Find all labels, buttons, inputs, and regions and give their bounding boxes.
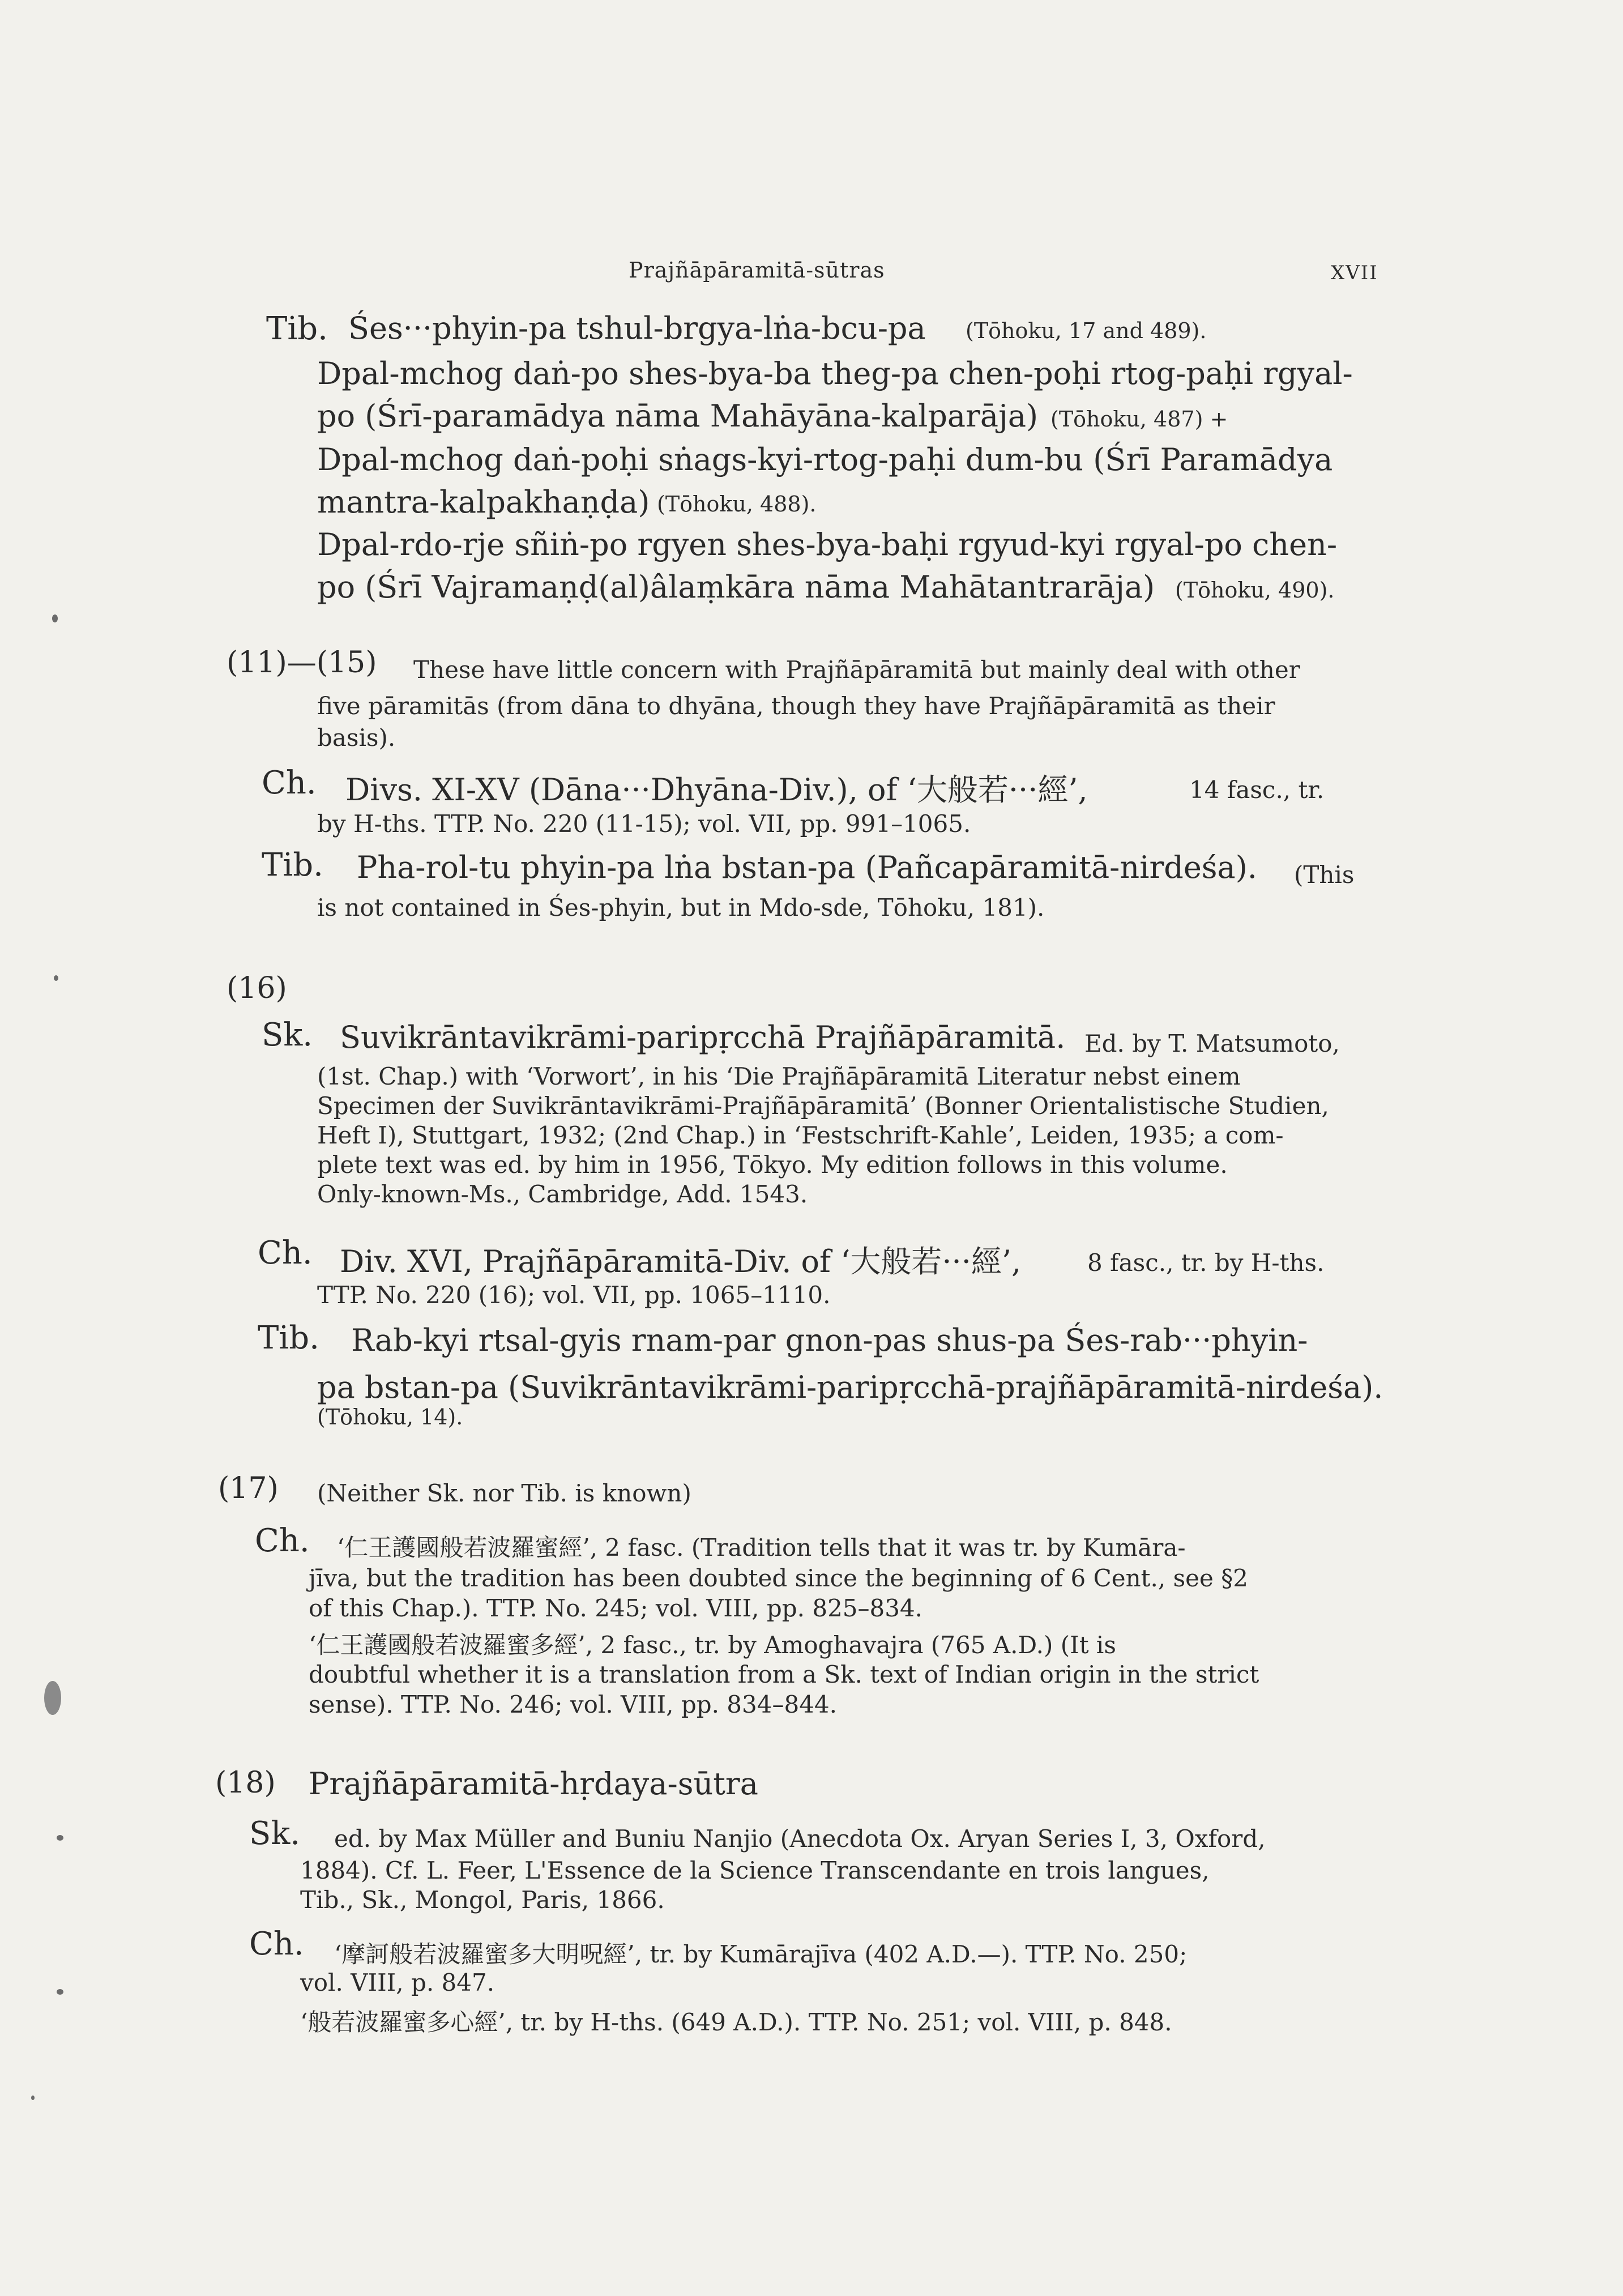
ch-entry-line: ‘摩訶般若波羅蜜多大明呪經’, tr. by Kumārajīva (402 A.D.—). TTP. No. 250; [334, 1940, 1188, 1968]
ch-entry: Div. XVI, Prajñāpāramitā-Div. of ‘大般若···經’, [340, 1244, 1022, 1279]
reference: (Tōhoku, 17 and 489). [966, 318, 1207, 343]
sk-entry-line: Specimen der Suvikrāntavikrāmi-Prajñāpāramitā’ (Bonner Orientalistische Studien, [317, 1092, 1329, 1120]
ch-entry-line: sense). TTP. No. 246; vol. VIII, pp. 834–844. [309, 1691, 837, 1718]
sk-label: Sk. [249, 1815, 301, 1852]
ch-entry-line: vol. VIII, p. 847. [300, 1969, 495, 1996]
text-line: po (Śrī-paramādya nāma Mahāyāna-kalparāja) [317, 398, 1039, 434]
ch-entry-line: ‘仁王護國般若波羅蜜經’, 2 fasc. (Tradition tells that it was tr. by Kumāra- [337, 1534, 1186, 1561]
scan-speck [31, 2096, 35, 2100]
ch-entry-line: jīva, but the tradition has been doubted since the beginning of 6 Cent., see §2 [309, 1564, 1248, 1592]
tib-entry: Pha-rol-tu phyin-pa lṅa bstan-pa (Pañcapāramitā-nirdeśa). [357, 850, 1257, 885]
sk-entry: Suvikrāntavikrāmi-paripṛcchā Prajñāpāramitā. [340, 1019, 1066, 1055]
scan-blot [44, 1681, 61, 1715]
description-line: five pāramitās (from dāna to dhyāna, though they have Prajñāpāramitā as their [317, 692, 1275, 720]
scan-speck [57, 1835, 63, 1841]
sk-entry-line: plete text was ed. by him in 1956, Tōkyo. My edition follows in this volume. [317, 1151, 1228, 1179]
running-header-title: Prajñāpāramitā-sūtras [629, 258, 885, 283]
tib-entry-detail: (This [1294, 861, 1355, 889]
ch-entry-line: by H-ths. TTP. No. 220 (11-15); vol. VII, pp. 991–1065. [317, 810, 971, 838]
text-line: po (Śrī Vajramaṇḍ(al)âlaṃkāra nāma Mahātantrarāja) [317, 569, 1155, 605]
reference: (Tōhoku, 490). [1175, 578, 1335, 603]
sk-entry-line: 1884). Cf. L. Feer, L'Essence de la Science Transcendante en trois langues, [300, 1857, 1210, 1884]
ch-label: Ch. [262, 765, 317, 801]
reference: (Tōhoku, 14). [317, 1405, 463, 1429]
ch-entry-line: of this Chap.). TTP. No. 245; vol. VIII, pp. 825–834. [309, 1594, 923, 1622]
reference: (Tōhoku, 488). [657, 492, 817, 517]
sk-entry-line: Only-known-Ms., Cambridge, Add. 1543. [317, 1180, 808, 1208]
text-line: Dpal-rdo-rje sñiṅ-po rgyen shes-bya-baḥi rgyud-kyi rgyal-po chen- [317, 527, 1338, 562]
text-line: Dpal-mchog daṅ-poḥi sṅags-kyi-rtog-paḥi dum-bu (Śrī Paramādya [317, 442, 1333, 477]
tib-entry-line: is not contained in Śes-phyin, but in Mdo-sde, Tōhoku, 181). [317, 894, 1045, 921]
scan-speck [52, 614, 58, 622]
ch-label: Ch. [249, 1926, 304, 1962]
ch-entry-detail: 14 fasc., tr. [1189, 776, 1325, 804]
tib-label: Tib. [266, 310, 328, 347]
section-number: (11)—(15) [227, 646, 377, 680]
description-line: These have little concern with Prajñāpāramitā but mainly deal with other [413, 656, 1300, 684]
tib-label: Tib. [258, 1320, 319, 1356]
section-number: (16) [227, 971, 287, 1005]
text-line: Dpal-mchog daṅ-po shes-bya-ba theg-pa chen-poḥi rtog-paḥi rgyal- [317, 356, 1353, 391]
section-number: (17) [218, 1471, 279, 1505]
tib-entry-line: pa bstan-pa (Suvikrāntavikrāmi-paripṛcchā-prajñāpāramitā-nirdeśa). [317, 1369, 1383, 1405]
ch-entry-detail: 8 fasc., tr. by H-ths. [1087, 1249, 1325, 1277]
ch-label: Ch. [255, 1522, 310, 1559]
scan-speck [57, 1989, 63, 1995]
scan-speck [54, 975, 58, 981]
page-number: XVII [1331, 262, 1378, 284]
description-line: basis). [317, 724, 396, 752]
section-note: (Neither Sk. nor Tib. is known) [317, 1479, 691, 1507]
sk-label: Sk. [262, 1017, 313, 1053]
tib-label: Tib. [262, 847, 323, 884]
sk-entry-detail: Ed. by T. Matsumoto, [1084, 1030, 1340, 1057]
ch-entry-line: ‘般若波羅蜜多心經’, tr. by H-ths. (649 A.D.). TTP. No. 251; vol. VIII, p. 848. [300, 2008, 1172, 2036]
sk-entry-line: Tib., Sk., Mongol, Paris, 1866. [300, 1886, 665, 1914]
sk-entry-line: (1st. Chap.) with ‘Vorwort’, in his ‘Die Prajñāpāramitā Literatur nebst einem [317, 1062, 1241, 1090]
section-number: (18) [215, 1766, 276, 1800]
text-line: mantra-kalpakhaṇḍa) [317, 484, 650, 520]
ch-label: Ch. [258, 1235, 313, 1271]
ch-entry: Divs. XI-XV (Dāna···Dhyāna-Div.), of ‘大般若···經’, [345, 772, 1088, 808]
tib-entry: Rab-kyi rtsal-gyis rnam-par gnon-pas shus-pa Śes-rab···phyin- [351, 1322, 1308, 1358]
ch-entry-line: TTP. No. 220 (16); vol. VII, pp. 1065–1110. [317, 1281, 831, 1309]
ch-entry-line: doubtful whether it is a translation from a Sk. text of Indian origin in the strict [309, 1661, 1259, 1688]
sk-entry-line: ed. by Max Müller and Buniu Nanjio (Anecdota Ox. Aryan Series I, 3, Oxford, [334, 1825, 1266, 1853]
ch-entry-line: ‘仁王護國般若波羅蜜多經’, 2 fasc., tr. by Amoghavajra (765 A.D.) (It is [309, 1631, 1116, 1659]
reference: (Tōhoku, 487) + [1050, 407, 1228, 432]
sk-entry-line: Heft I), Stuttgart, 1932; (2nd Chap.) in ‘Festschrift-Kahle’, Leiden, 1935; a com- [317, 1121, 1284, 1149]
text-line: Śes···phyin-pa tshul-brgya-lṅa-bcu-pa [348, 310, 926, 346]
section-title: Prajñāpāramitā-hṛdaya-sūtra [309, 1766, 758, 1802]
